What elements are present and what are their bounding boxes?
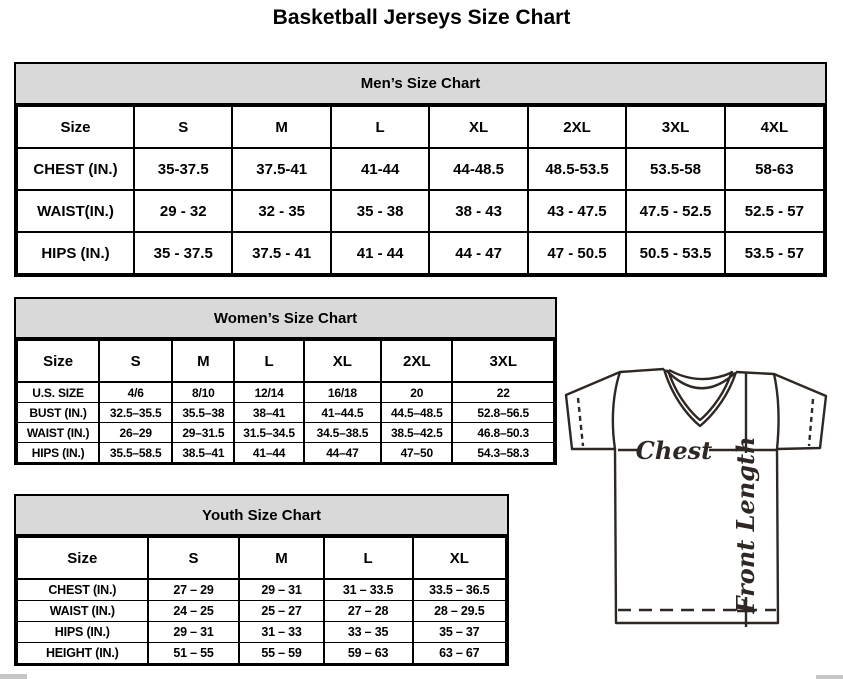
size-column-cell: M [232, 106, 330, 148]
value-cell: 38.5–42.5 [381, 423, 452, 443]
value-cell: 29 – 31 [148, 622, 240, 643]
size-column-cell: L [331, 106, 429, 148]
size-header-cell: Size [17, 537, 148, 579]
size-column-cell: 4XL [725, 106, 824, 148]
womens-size-table [16, 339, 555, 463]
value-cell: 26–29 [99, 423, 172, 443]
row-label-cell: WAIST(IN.) [17, 190, 134, 232]
value-cell: 16/18 [304, 382, 381, 403]
value-cell: 33.5 – 36.5 [413, 579, 506, 601]
value-cell: 44 - 47 [429, 232, 527, 274]
value-cell: 43 - 47.5 [528, 190, 626, 232]
table-row [17, 190, 824, 232]
value-cell: 50.5 - 53.5 [626, 232, 724, 274]
value-cell: 63 – 67 [413, 643, 506, 664]
womens-chart-title: Women’s Size Chart [16, 299, 555, 339]
jersey-outline-icon [566, 369, 826, 623]
horizontal-scrollbar-fragment-right[interactable] [816, 675, 843, 679]
value-cell: 34.5–38.5 [304, 423, 381, 443]
value-cell: 48.5-53.5 [528, 148, 626, 190]
size-column-cell: M [172, 340, 234, 382]
size-column-cell: 2XL [528, 106, 626, 148]
value-cell: 52.8–56.5 [452, 403, 554, 423]
value-cell: 38.5–41 [172, 443, 234, 463]
row-label-cell: BUST (IN.) [17, 403, 99, 423]
size-column-cell: 3XL [626, 106, 724, 148]
value-cell: 33 – 35 [324, 622, 413, 643]
value-cell: 35-37.5 [134, 148, 232, 190]
value-cell: 52.5 - 57 [725, 190, 824, 232]
value-cell: 47–50 [381, 443, 452, 463]
value-cell: 35.5–38 [172, 403, 234, 423]
value-cell: 59 – 63 [324, 643, 413, 664]
size-column-cell: S [134, 106, 232, 148]
table-row [17, 423, 554, 443]
row-label-cell: HIPS (IN.) [17, 232, 134, 274]
size-header-cell: Size [17, 340, 99, 382]
size-column-cell: XL [304, 340, 381, 382]
table-row [17, 601, 506, 622]
value-cell: 47 - 50.5 [528, 232, 626, 274]
value-cell: 44–47 [304, 443, 381, 463]
value-cell: 44-48.5 [429, 148, 527, 190]
size-column-cell: L [324, 537, 413, 579]
mens-size-table [16, 105, 825, 275]
youth-size-chart [14, 494, 509, 666]
value-cell: 38 - 43 [429, 190, 527, 232]
value-cell: 32 - 35 [232, 190, 330, 232]
value-cell: 22 [452, 382, 554, 403]
value-cell: 41 - 44 [331, 232, 429, 274]
table-row [17, 340, 554, 382]
table-row [17, 443, 554, 463]
size-column-cell: 3XL [452, 340, 554, 382]
row-label-cell: HIPS (IN.) [17, 443, 99, 463]
size-column-cell: 2XL [381, 340, 452, 382]
value-cell: 53.5-58 [626, 148, 724, 190]
page-title: Basketball Jerseys Size Chart [272, 6, 571, 29]
womens-size-chart [14, 297, 557, 465]
jersey-measurement-diagram [556, 361, 841, 677]
horizontal-scrollbar-fragment-left[interactable] [0, 674, 27, 679]
table-row [17, 579, 506, 601]
youth-size-table [16, 536, 507, 664]
value-cell: 37.5 - 41 [232, 232, 330, 274]
mens-size-chart [14, 62, 827, 277]
row-label-cell: WAIST (IN.) [17, 423, 99, 443]
value-cell: 54.3–58.3 [452, 443, 554, 463]
table-row [17, 382, 554, 403]
table-row [17, 622, 506, 643]
value-cell: 12/14 [234, 382, 303, 403]
value-cell: 51 – 55 [148, 643, 240, 664]
row-label-cell: CHEST (IN.) [17, 579, 148, 601]
value-cell: 25 – 27 [239, 601, 323, 622]
value-cell: 41-44 [331, 148, 429, 190]
row-label-cell: HEIGHT (IN.) [17, 643, 148, 664]
table-row [17, 106, 824, 148]
value-cell: 47.5 - 52.5 [626, 190, 724, 232]
table-row [17, 232, 824, 274]
size-column-cell: XL [429, 106, 527, 148]
value-cell: 55 – 59 [239, 643, 323, 664]
value-cell: 28 – 29.5 [413, 601, 506, 622]
chest-measure-label: Chest [635, 436, 713, 465]
value-cell: 32.5–35.5 [99, 403, 172, 423]
youth-chart-title: Youth Size Chart [16, 496, 507, 536]
front-length-measure-label: Front Length [731, 436, 760, 614]
value-cell: 31 – 33.5 [324, 579, 413, 601]
value-cell: 20 [381, 382, 452, 403]
value-cell: 29–31.5 [172, 423, 234, 443]
row-label-cell: CHEST (IN.) [17, 148, 134, 190]
value-cell: 4/6 [99, 382, 172, 403]
row-label-cell: WAIST (IN.) [17, 601, 148, 622]
value-cell: 29 - 32 [134, 190, 232, 232]
value-cell: 41–44.5 [304, 403, 381, 423]
row-label-cell: U.S. SIZE [17, 382, 99, 403]
table-row [17, 643, 506, 664]
value-cell: 31.5–34.5 [234, 423, 303, 443]
size-header-cell: Size [17, 106, 134, 148]
value-cell: 37.5-41 [232, 148, 330, 190]
value-cell: 31 – 33 [239, 622, 323, 643]
table-row [17, 148, 824, 190]
value-cell: 35 – 37 [413, 622, 506, 643]
value-cell: 29 – 31 [239, 579, 323, 601]
row-label-cell: HIPS (IN.) [17, 622, 148, 643]
size-column-cell: XL [413, 537, 506, 579]
value-cell: 41–44 [234, 443, 303, 463]
mens-chart-title: Men’s Size Chart [16, 64, 825, 105]
value-cell: 27 – 29 [148, 579, 240, 601]
value-cell: 35.5–58.5 [99, 443, 172, 463]
size-column-cell: M [239, 537, 323, 579]
table-row [17, 537, 506, 579]
value-cell: 27 – 28 [324, 601, 413, 622]
value-cell: 53.5 - 57 [725, 232, 824, 274]
value-cell: 44.5–48.5 [381, 403, 452, 423]
value-cell: 38–41 [234, 403, 303, 423]
table-row [17, 403, 554, 423]
value-cell: 35 - 38 [331, 190, 429, 232]
value-cell: 58-63 [725, 148, 824, 190]
size-column-cell: L [234, 340, 303, 382]
size-column-cell: S [99, 340, 172, 382]
value-cell: 35 - 37.5 [134, 232, 232, 274]
value-cell: 24 – 25 [148, 601, 240, 622]
size-column-cell: S [148, 537, 240, 579]
value-cell: 8/10 [172, 382, 234, 403]
value-cell: 46.8–50.3 [452, 423, 554, 443]
